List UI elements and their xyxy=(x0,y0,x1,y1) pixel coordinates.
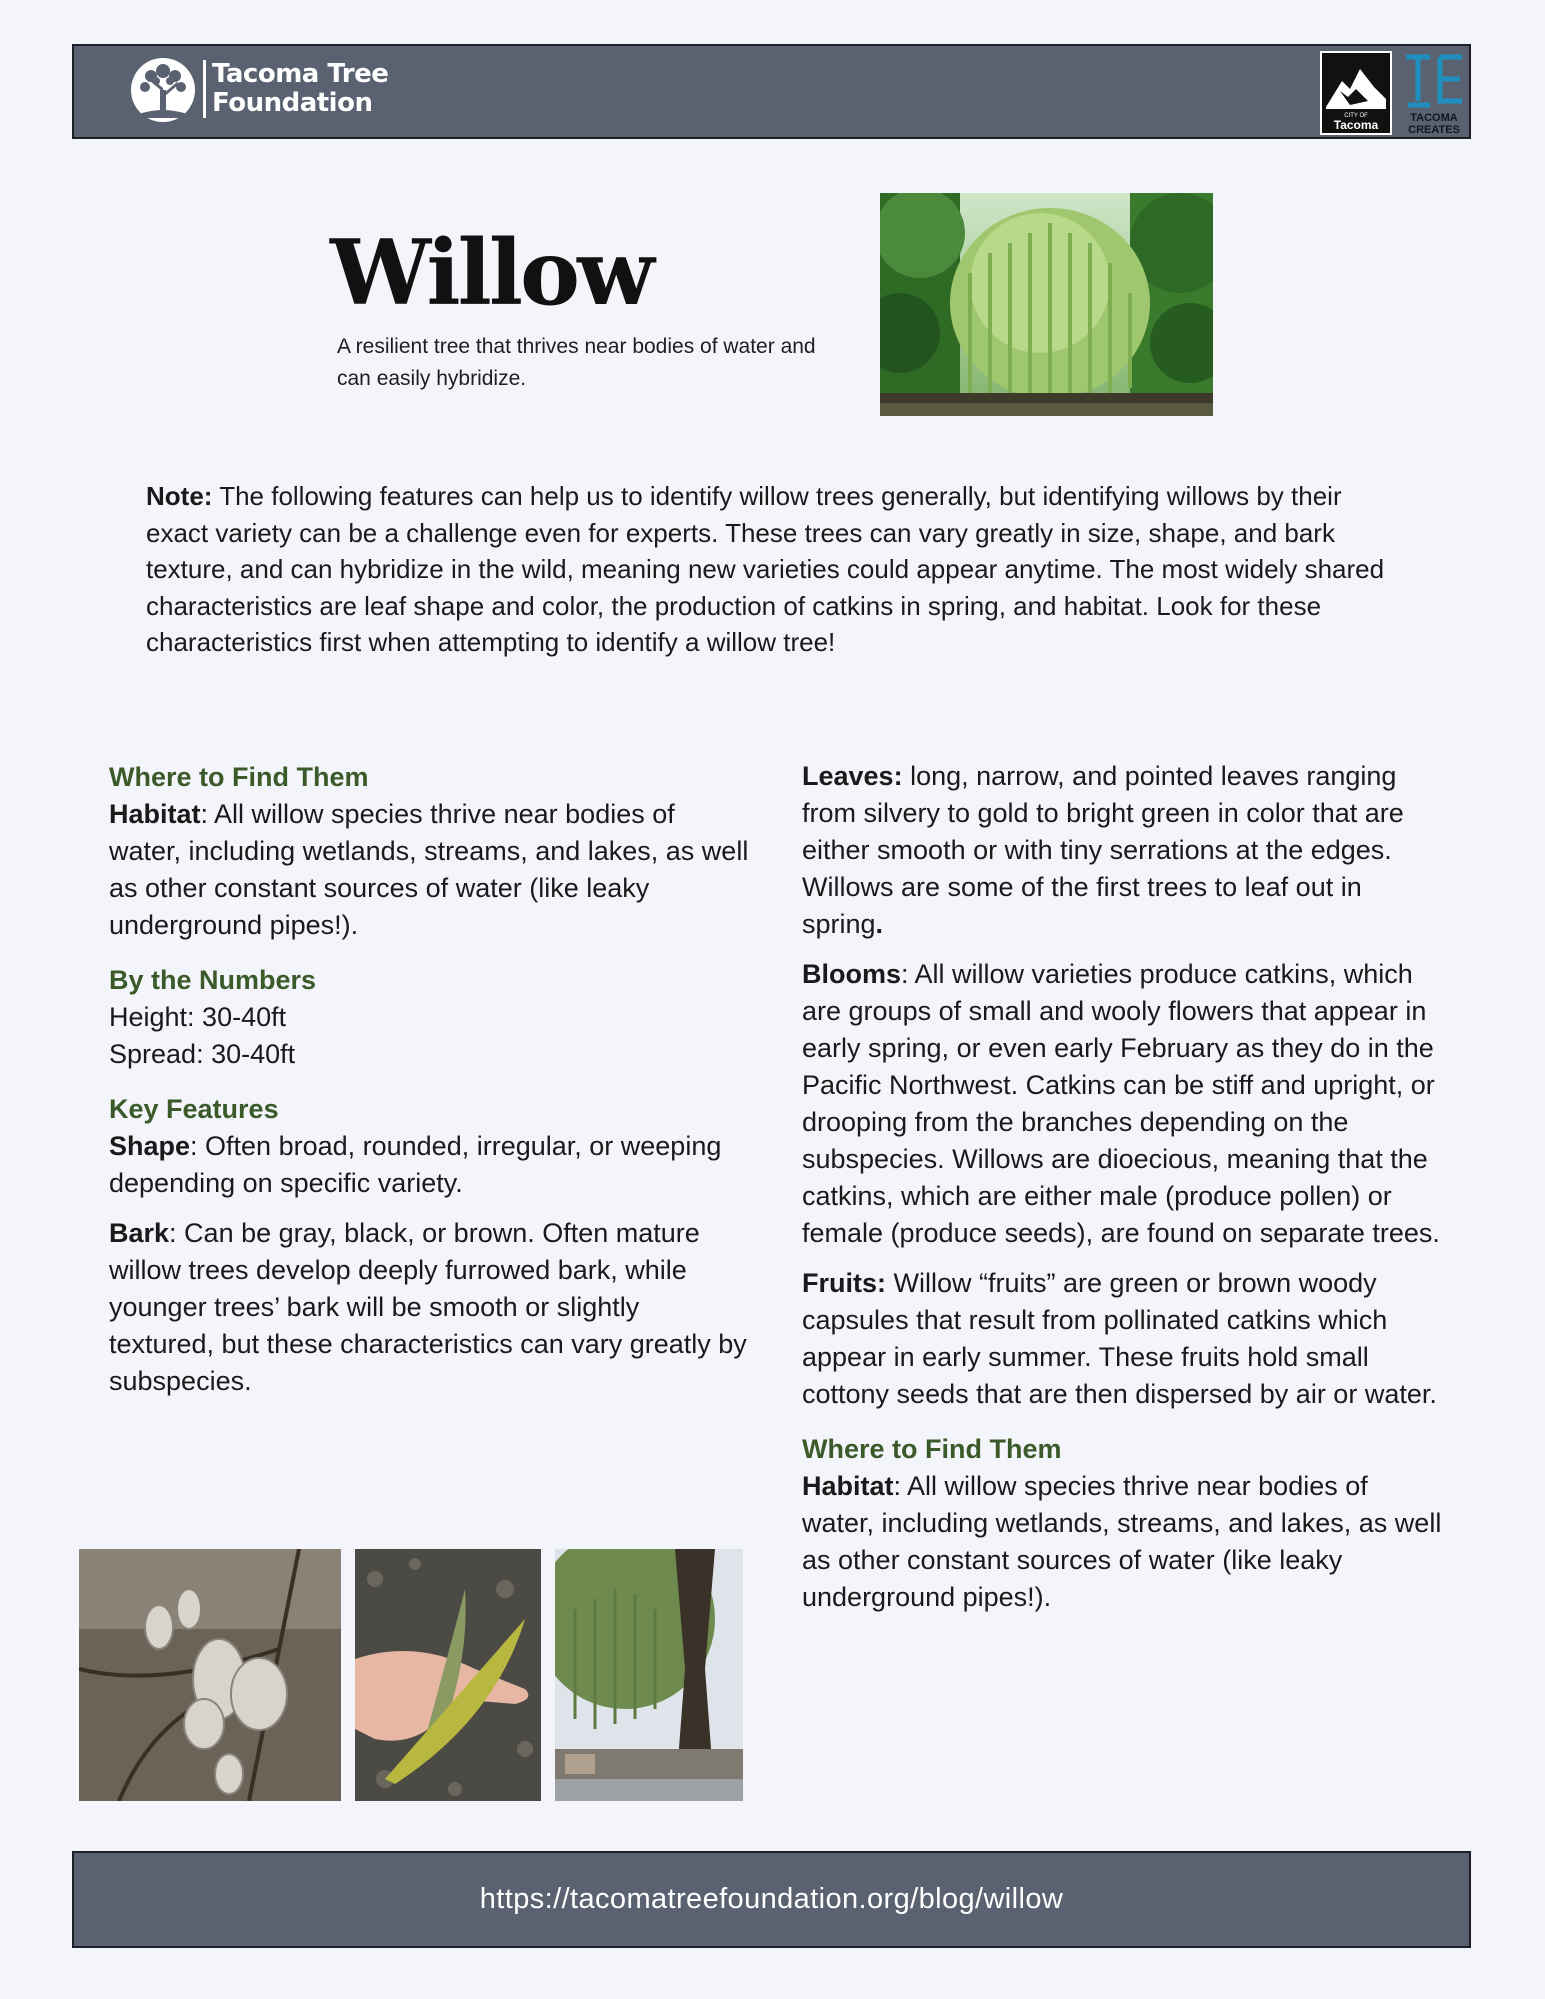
bark-paragraph xyxy=(109,1215,749,1400)
leaves-label: Leaves: xyxy=(802,761,903,791)
fruits-text: Willow “fruits” are green or brown woody capsules that result from pollinated catkins which appear in early summer. These fruits hold small cottony seeds that are then dispersed by air or water. xyxy=(802,1268,1437,1409)
habitat-text: : All willow species thrive near bodies of water, including wetlands, streams, and lakes, as well as other constant sources of water (like leaky underground pipes!). xyxy=(109,799,749,940)
note-text: The following features can help us to identify willow trees generally, but identifying willows by their exact variety can be a challenge even for experts. These trees can vary greatly in size, shape, and bark texture, and can hybridize in the wild, meaning new varieties could appear anytime. The most widely shared characteristics are leaf shape and color, the production of catkins in spring, and habitat. Look for these characteristics first when attempting to identify a willow tree! xyxy=(146,481,1385,657)
catkins-photo xyxy=(79,1549,341,1801)
by-the-numbers-heading: By the Numbers xyxy=(109,965,317,995)
city-of-tacoma-logo xyxy=(1320,51,1392,135)
fruits-label: Fruits: xyxy=(802,1268,886,1298)
org-name-line1: Tacoma Tree xyxy=(212,59,389,89)
where-to-find-heading: Where to Find Them xyxy=(109,762,369,792)
leaves-text: long, narrow, and pointed leaves ranging from silvery to gold to bright green in color that are either smooth or with tiny serrations at the edges. Willows are some of the first trees to leaf out in spring xyxy=(802,761,1404,939)
creates-logo-line2: CREATES xyxy=(1408,124,1460,136)
creates-logo-line1: TACOMA xyxy=(1410,112,1458,124)
leaves-end: . xyxy=(875,909,884,939)
leaf-in-hand-photo xyxy=(355,1549,541,1801)
footer-url-link[interactable]: https://tacomatreefoundation.org/blog/willow xyxy=(479,1883,1064,1915)
bark-text: : Can be gray, black, or brown. Often mature willow trees develop deeply furrowed bark, while younger trees’ bark will be smooth or slightly textured, but these characteristics can vary greatly by subspecies. xyxy=(109,1218,747,1396)
habitat-paragraph-repeat xyxy=(802,1468,1442,1616)
willow-tree-photo xyxy=(880,193,1213,416)
fruits-paragraph xyxy=(802,1265,1442,1413)
identification-note xyxy=(146,478,1396,661)
blooms-paragraph xyxy=(802,956,1442,1252)
city-logo-name: Tacoma xyxy=(1333,118,1379,132)
right-column xyxy=(802,758,1442,1616)
tree-logo-icon xyxy=(129,56,197,124)
key-features-heading: Key Features xyxy=(109,1094,279,1124)
height-value: Height: 30-40ft xyxy=(109,1002,287,1032)
weeping-willow-photo xyxy=(555,1549,743,1801)
left-column xyxy=(109,758,749,1400)
header-band xyxy=(72,44,1471,139)
blooms-label: Blooms xyxy=(802,959,902,989)
org-wordmark xyxy=(203,60,388,118)
bark-label: Bark xyxy=(109,1218,170,1248)
tacoma-creates-logo xyxy=(1400,49,1468,137)
blooms-text: : All willow varieties produce catkins, which are groups of small and wooly flowers that appear in early spring, or even early February as they do in the Pacific Northwest. Catkins can be stiff and upright, or drooping from the branches depending on the subspecies. Willows are dioecious, meaning that the catkins, which are either male (produce pollen) or female (produce seeds), are found on separate trees. xyxy=(802,959,1440,1248)
page-subtitle: A resilient tree that thrives near bodies of water and can easily hybridize. xyxy=(337,335,816,390)
shape-paragraph xyxy=(109,1128,749,1202)
where-to-find-heading-repeat: Where to Find Them xyxy=(802,1434,1062,1464)
habitat-paragraph xyxy=(109,796,749,944)
page-title: Willow xyxy=(330,220,652,326)
spread-value: Spread: 30-40ft xyxy=(109,1039,296,1069)
footer-band xyxy=(72,1851,1471,1948)
org-name-line2: Foundation xyxy=(212,88,373,118)
leaves-paragraph xyxy=(802,758,1442,943)
habitat-text-repeat: : All willow species thrive near bodies of water, including wetlands, streams, and lakes, as well as other constant sources of water (like leaky underground pipes!). xyxy=(802,1471,1442,1612)
city-logo-small-text: CITY OF xyxy=(1344,113,1368,119)
shape-label: Shape xyxy=(109,1131,191,1161)
habitat-label: Habitat xyxy=(109,799,201,829)
note-label: Note: xyxy=(146,481,213,511)
habitat-label-repeat: Habitat xyxy=(802,1471,894,1501)
shape-text: : Often broad, rounded, irregular, or weeping depending on specific variety. xyxy=(109,1131,722,1198)
